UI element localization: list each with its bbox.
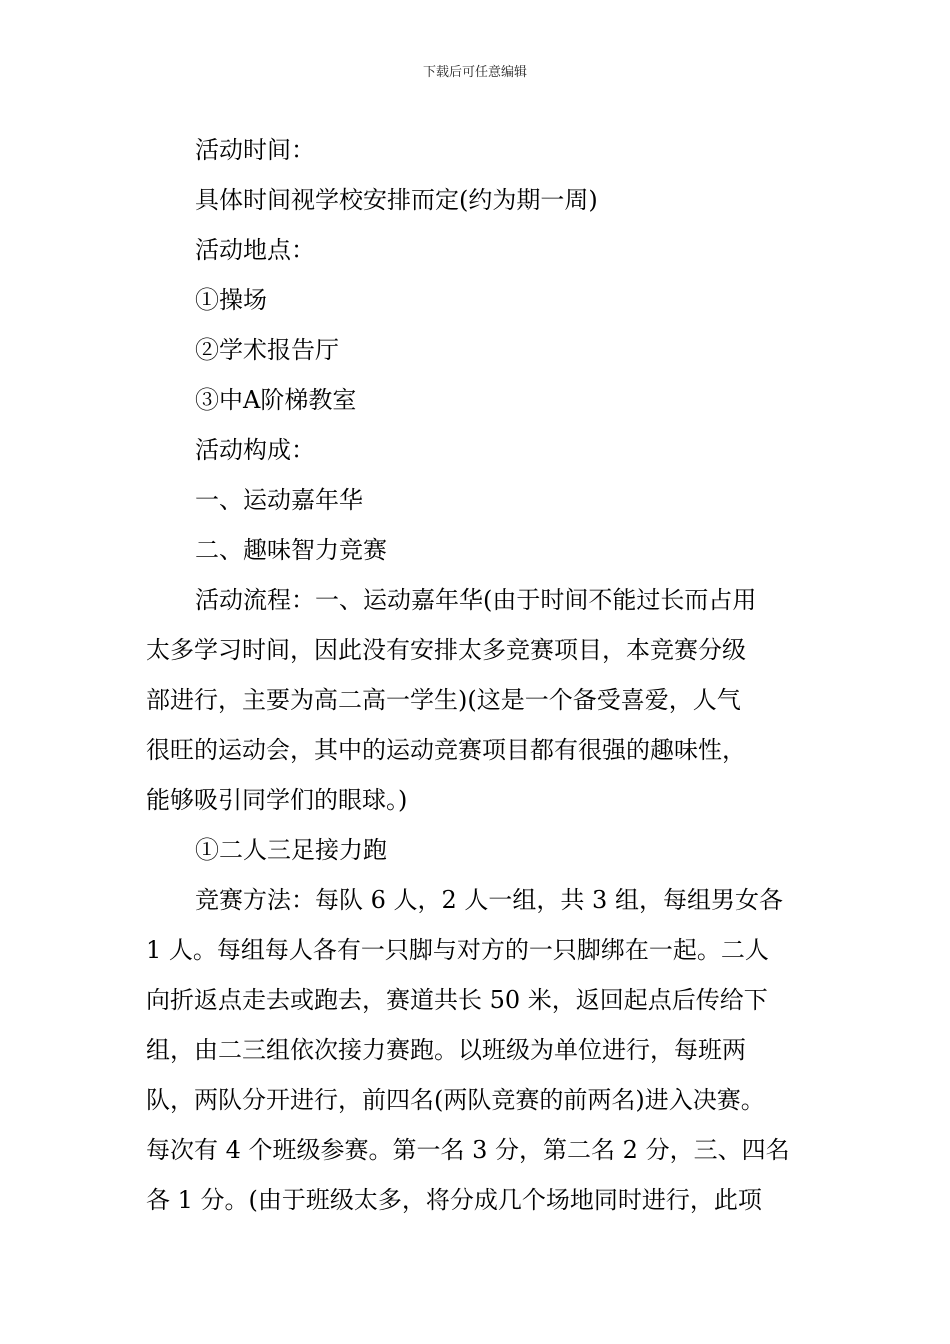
rules-paragraph-line: 竞赛方法：每队 6 人，2 人一组，共 3 组，每组男女各 bbox=[195, 886, 783, 914]
rules-paragraph-line: 各 1 分。(由于班级太多，将分成几个场地同时进行，此项 bbox=[146, 1186, 762, 1214]
process-paragraph-line: 活动流程：一、运动嘉年华(由于时间不能过长而占用 bbox=[195, 586, 757, 614]
section-label-time: 活动时间： bbox=[195, 136, 315, 164]
location-item-3: ③中A阶梯教室 bbox=[195, 386, 357, 414]
composition-item-1: 一、运动嘉年华 bbox=[195, 486, 363, 514]
paragraph-time-detail: 具体时间视学校安排而定(约为期一周) bbox=[195, 186, 598, 214]
location-item-2: ②学术报告厅 bbox=[195, 336, 339, 364]
rules-paragraph-line: 每次有 4 个班级参赛。第一名 3 分，第二名 2 分，三、四名 bbox=[146, 1136, 790, 1164]
event-title-relay: ①二人三足接力跑 bbox=[195, 836, 387, 864]
rules-paragraph-line: 队，两队分开进行，前四名(两队竞赛的前两名)进入决赛。 bbox=[146, 1086, 765, 1114]
rules-paragraph-line: 向折返点走去或跑去，赛道共长 50 米，返回起点后传给下 bbox=[146, 986, 768, 1014]
process-paragraph-line: 能够吸引同学们的眼球。) bbox=[146, 786, 408, 814]
process-paragraph-line: 太多学习时间，因此没有安排太多竞赛项目，本竞赛分级 bbox=[146, 636, 746, 664]
document-body bbox=[146, 125, 826, 1225]
section-label-location: 活动地点： bbox=[195, 236, 315, 264]
page-header: 下载后可任意编辑 bbox=[422, 65, 527, 80]
rules-paragraph-line: 1 人。每组每人各有一只脚与对方的一只脚绑在一起。二人 bbox=[146, 936, 769, 964]
rules-paragraph-line: 组，由二三组依次接力赛跑。以班级为单位进行，每班两 bbox=[146, 1036, 746, 1064]
section-label-composition: 活动构成： bbox=[195, 436, 315, 464]
location-item-1: ①操场 bbox=[195, 286, 267, 314]
process-paragraph-line: 部进行，主要为高二高一学生)(这是一个备受喜爱，人气 bbox=[146, 686, 741, 714]
composition-item-2: 二、趣味智力竞赛 bbox=[195, 536, 387, 564]
process-paragraph-line: 很旺的运动会，其中的运动竞赛项目都有很强的趣味性， bbox=[146, 736, 746, 764]
